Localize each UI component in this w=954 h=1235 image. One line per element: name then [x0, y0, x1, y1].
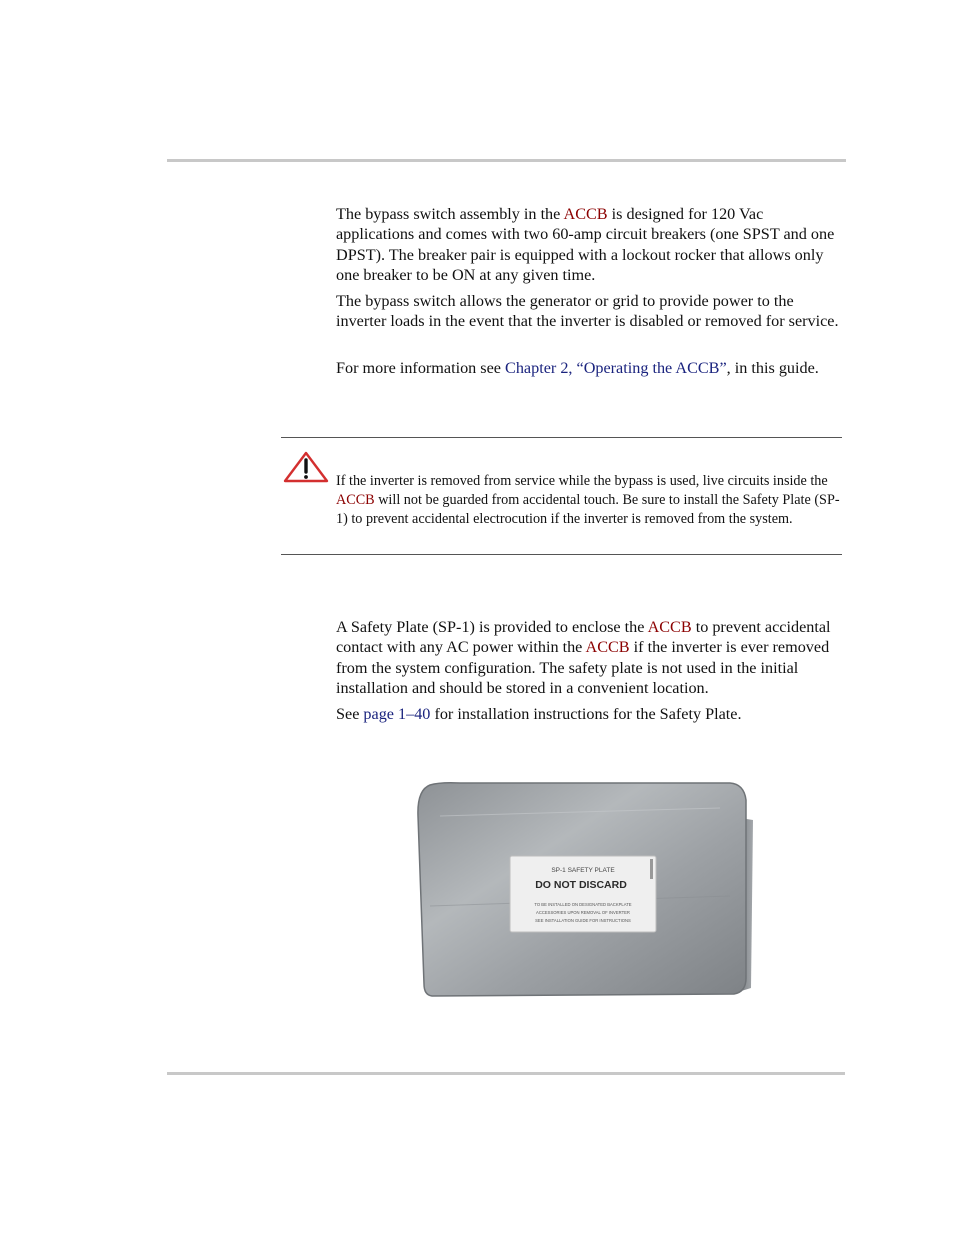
text-run: for installation instructions for the Safety Plate.	[430, 705, 742, 723]
text-run: , in this guide.	[726, 359, 819, 377]
footer-rule	[167, 1072, 845, 1075]
text-run: is designed for 120 Vac applications and comes with two 60-amp circuit breakers (one SPST and one DPST). The breaker pair is equipped with a lockout rocker that allows only one breaker to be ON at any given time.	[336, 205, 835, 285]
label-fine-print: TO BE INSTALLED ON DESIGNATED BACKPLATE	[534, 902, 632, 907]
text-run: The bypass switch assembly in the	[336, 205, 564, 223]
safety-plate-photo	[400, 756, 772, 1018]
page-1-40-link[interactable]: page 1–40	[363, 705, 431, 723]
label-fine-print: SEE INSTALLATION GUIDE FOR INSTRUCTIONS	[535, 918, 631, 923]
safety-plate-paragraph	[336, 617, 842, 699]
acronym-accb[interactable]: ACCB	[647, 618, 692, 636]
warning-triangle-icon	[283, 450, 329, 484]
label-fine-print: ACCESSORIES UPON REMOVAL OF INVERTER	[536, 910, 630, 915]
text-run: For more information see	[336, 359, 506, 377]
acronym-accb[interactable]: ACCB	[563, 205, 608, 223]
more-info-paragraph	[336, 358, 842, 378]
header-rule	[167, 159, 846, 162]
text-run: if the inverter is ever removed from the system configuration. The safety plate is not used in the initial installation and should be stored in a convenient location.	[336, 638, 830, 698]
text-run: to prevent accidental contact with any AC power within the	[336, 618, 831, 657]
text-run: If the inverter is removed from service while the bypass is used, live circuits inside the	[336, 473, 828, 489]
warning-box	[281, 437, 842, 555]
warning-text	[336, 472, 842, 529]
label-title: SP-1 SAFETY PLATE	[551, 867, 615, 874]
text-run: See	[336, 705, 364, 723]
text-run: A Safety Plate (SP-1) is provided to enclose the	[336, 618, 648, 636]
plate-label	[510, 856, 656, 932]
chapter-2-link[interactable]: Chapter 2, “Operating the ACCB”	[505, 359, 727, 377]
installation-reference-paragraph	[336, 704, 842, 724]
acronym-accb[interactable]: ACCB	[336, 492, 375, 508]
bypass-purpose-paragraph: The bypass switch allows the generator or grid to provide power to the inverter loads in the event that the inverter is disabled or removed for service.	[336, 292, 839, 331]
bypass-intro-paragraph	[336, 204, 842, 286]
label-do-not-discard: DO NOT DISCARD	[535, 879, 627, 891]
text-run: will not be guarded from accidental touch. Be sure to install the Safety Plate (SP-1) to prevent accidental electrocution if the inverter is removed from the system.	[336, 492, 840, 527]
acronym-accb[interactable]: ACCB	[585, 638, 630, 657]
